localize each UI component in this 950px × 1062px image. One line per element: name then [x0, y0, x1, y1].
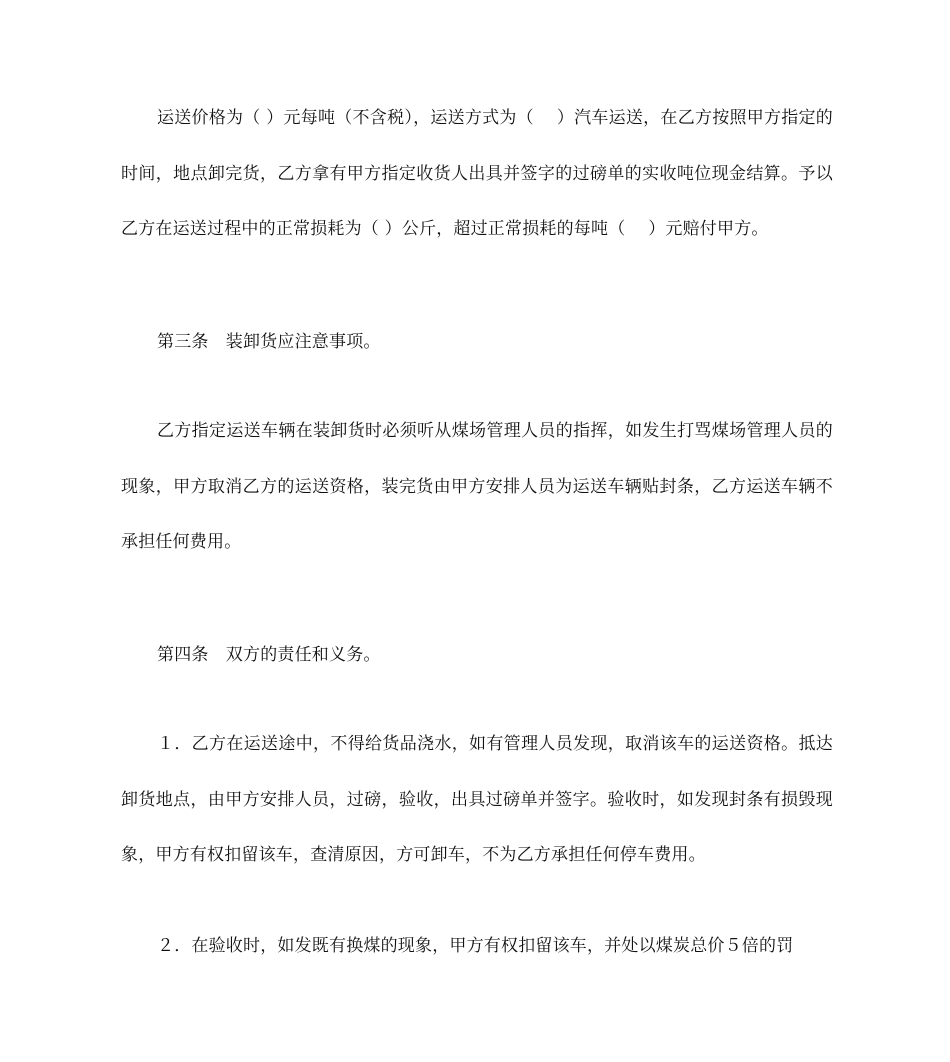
article-3-heading: 第三条 装卸货应注意事项。: [157, 331, 381, 352]
document-body: [121, 91, 833, 1031]
article-4-heading: 第四条 双方的责任和义务。: [157, 644, 381, 665]
paragraph-duty-2: ２．在验收时，如发既有换煤的现象，甲方有权扣留该车，并处以煤炭总价５倍的罚: [157, 935, 794, 956]
paragraph-loading-rules: 乙方指定运送车辆在装卸货时必须听从煤场管理人员的指挥，如发生打骂煤场管理人员的现象，甲方取消乙方的运送资格，装完货由甲方安排人员为运送车辆贴封条，乙方运送车辆不承担任何费用。: [121, 421, 833, 552]
paragraph-pricing: 运送价格为（ ）元每吨（不含税），运送方式为（ ）汽车运送，在乙方按照甲方指定的时间，地点卸完货，乙方拿有甲方指定收货人出具并签字的过磅单的实收吨位现金结算。予以乙方在运送过程中的正常损耗为（ ）公斤，超过正常损耗的每吨（ ）元赔付甲方。: [121, 108, 833, 239]
paragraph-duty-1: １．乙方在运送途中，不得给货品浇水，如有管理人员发现，取消该车的运送资格。抵达卸货地点，由甲方安排人员，过磅，验收，出具过磅单并签字。验收时，如发现封条有损毁现象，甲方有权扣留该车，查清原因，方可卸车，不为乙方承担任何停车费用。: [121, 734, 833, 865]
